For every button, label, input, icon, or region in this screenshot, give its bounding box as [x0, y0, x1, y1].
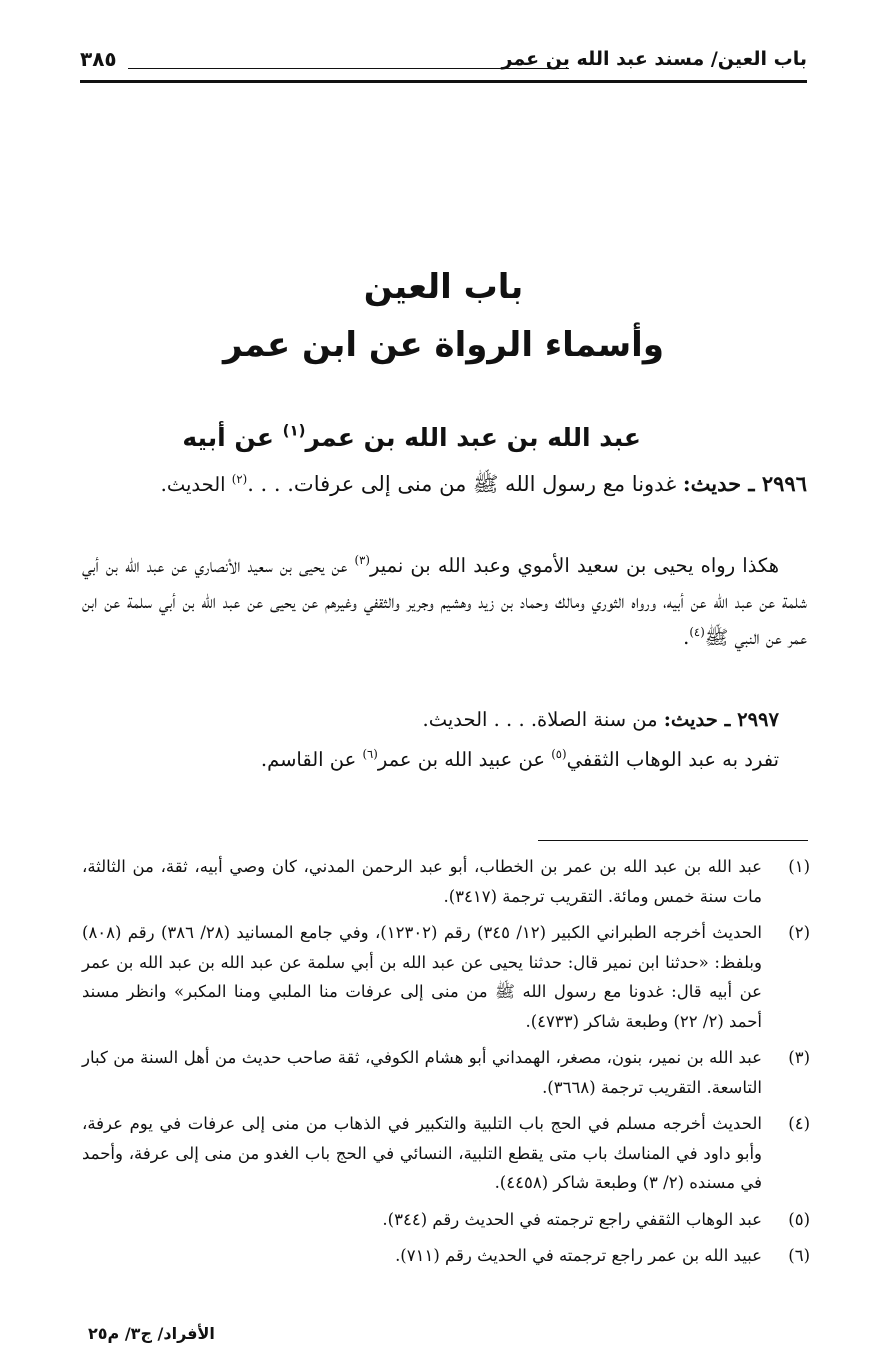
hadith-number: ٢٩٩٦ ـ حديث:: [682, 471, 807, 496]
page-number: ٣٨٥: [80, 47, 117, 71]
hadith-2997: [82, 702, 807, 738]
hadith-text: غدونا مع رسول الله ﷺ من منى إلى عرفات. . . .: [247, 472, 683, 496]
footnote-text: عبيد الله بن عمر راجع ترجمته في الحديث رقم (٧١١).: [395, 1246, 762, 1265]
footnote-number: (١): [788, 857, 810, 876]
printer-signature: الأفراد/ ج٣/ م٢٥: [88, 1324, 215, 1343]
footnote-number: (٥): [788, 1209, 810, 1229]
footnote-separator: [538, 840, 808, 841]
running-header: [80, 44, 807, 76]
commentary-paragraph-2996: [82, 548, 807, 656]
footnote-2: [82, 918, 810, 1036]
paragraph-text: .: [683, 626, 690, 649]
section-title: [182, 418, 641, 458]
footnote-text: عبد الوهاب الثقفي راجع ترجمته في الحديث رقم (٣٤٤).: [382, 1209, 762, 1229]
footnote-ref: (١): [282, 421, 306, 440]
footnote-ref: (٢): [231, 471, 248, 486]
footnote-ref: (٦): [362, 746, 378, 761]
footnote-4: [82, 1109, 810, 1198]
footnote-ref: (٤): [689, 624, 705, 639]
section-title-tail: عن أبيه: [182, 423, 283, 452]
chapter-title-line1: باب العين: [363, 267, 524, 307]
footnotes: [82, 852, 810, 1278]
footnote-number: (٣): [788, 1048, 810, 1067]
hadith-tail: الحديث.: [160, 473, 232, 496]
paragraph-text: هكذا رواه يحيى بن سعيد الأموي وعبد الله بن نمير: [369, 554, 779, 577]
header-rule: [80, 80, 807, 83]
commentary-paragraph-2997: [82, 742, 807, 778]
chapter-title-line2: وأسماء الرواة عن ابن عمر: [223, 325, 664, 365]
footnote-text: عبد الله بن نمير، بنون، مصغر، الهمداني أبو هشام الكوفي، ثقة صاحب حديث من أهل السنة من كبار التاسعة. التقريب ترجمة (٣٦٦٨).: [82, 1048, 762, 1097]
hadith-number: ٢٩٩٧ ـ حديث:: [663, 708, 779, 731]
footnote-number: (٢): [788, 923, 810, 942]
paragraph-text: عن يحيى بن سعيد الأنصاري عن عبد الله بن أبي شلمة عن عبد الله عن أبيه، ورواه الثوري ومالك وحماد بن زيد وهشيم وجرير والثقفي وغيرهم عن يحيى عن عبد الله بن أبي سلمة عن ابن عمر عن النبي ﷺ: [82, 554, 807, 649]
footnote-text: الحديث أخرجه الطبراني الكبير (١٢/ ٣٤٥) رقم (١٢٣٠٢)، وفي جامع المسانيد (٢٨/ ٣٨٦) رقم (٨٠٨) وبلفظ: «حدثنا ابن نمير قال: حدثنا يحيى عن عبد الله بن أبي سلمة عن عبد الله بن عبد الله بن عمر عن أبيه قال: غدونا مع رسول الله ﷺ من منى إلى عرفات منا الملبي ومنا المكبر» وانظر مسند أحمد (٢/ ٢٢) وطبعة شاكر (٤٧٣٣).: [82, 923, 762, 1031]
paragraph-text: تفرد به عبد الوهاب الثقفي: [566, 748, 779, 771]
header-underline: [128, 68, 569, 69]
footnote-5: [82, 1205, 810, 1235]
chapter-heading: [80, 258, 807, 374]
running-header-title: باب العين/ مسند عبد الله بن عمر: [501, 48, 807, 70]
hadith-text: من سنة الصلاة. . . . الحديث.: [422, 708, 664, 731]
paragraph-text: عن القاسم.: [260, 748, 363, 771]
footnote-6: [82, 1241, 810, 1271]
footnote-text: الحديث أخرجه مسلم في الحج باب التلبية والتكبير في الذهاب من منى إلى عرفات في يوم عرفة، وأبو داود في المناسك باب متى يقطع التلبية، النسائي في الحج باب الغدو من منى إلى عرفة، وأحمد في مسنده (٢/ ٣) وطبعة شاكر (٤٤٥٨).: [82, 1114, 762, 1192]
footnote-number: (٦): [788, 1246, 810, 1265]
paragraph-text: عن عبيد الله بن عمر: [377, 748, 552, 771]
hadith-2996: [82, 466, 807, 503]
footnote-ref: (٥): [551, 746, 567, 761]
footnote-ref: (٣): [354, 552, 370, 567]
footnote-number: (٤): [788, 1114, 810, 1133]
footnote-1: [82, 852, 810, 911]
section-title-text: عبد الله بن عبد الله بن عمر: [305, 423, 641, 452]
footnote-3: [82, 1043, 810, 1102]
footnote-text: عبد الله بن عبد الله بن عمر بن الخطاب، أبو عبد الرحمن المدني، كان وصي أبيه، ثقة، من الثالثة، مات سنة خمس ومائة. التقريب ترجمة (٣٤١٧).: [82, 857, 762, 906]
